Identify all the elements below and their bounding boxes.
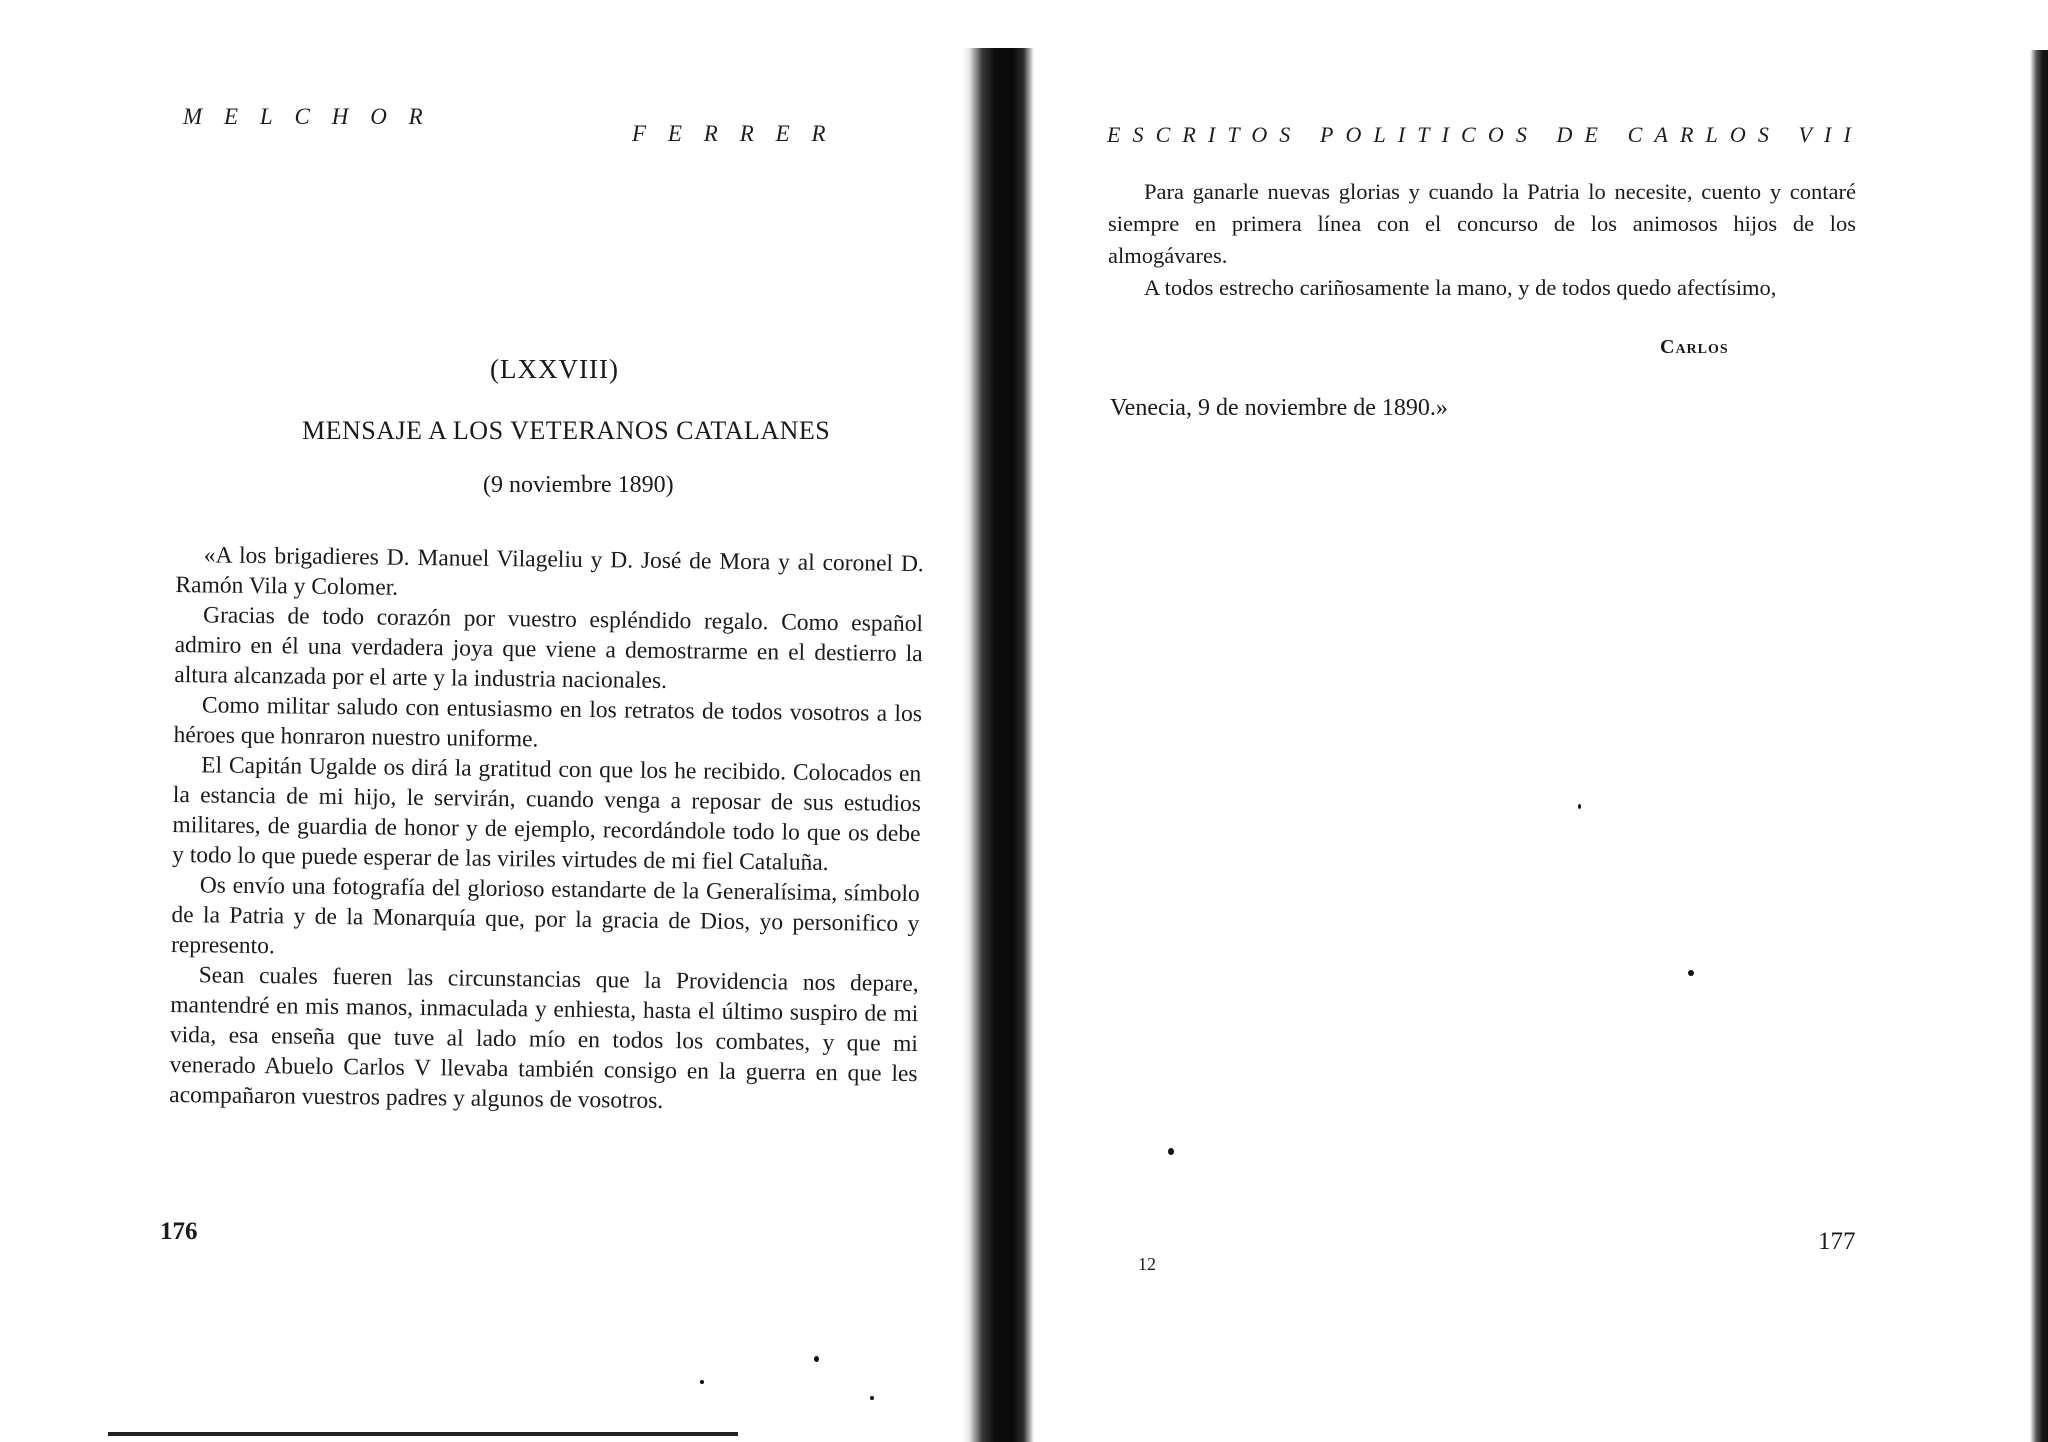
left-page <box>0 0 960 1442</box>
scan-speck <box>814 1356 819 1362</box>
chapter-number: (LXXVIII) <box>490 354 619 384</box>
chapter-date: (9 noviembre 1890) <box>483 472 674 498</box>
scan-speck <box>1578 804 1581 809</box>
scan-speck <box>1168 1148 1174 1155</box>
running-head-surname: FERRER <box>632 121 848 146</box>
scan-speck <box>870 1396 874 1400</box>
scan-speck <box>1688 970 1694 976</box>
paragraph: Sean cuales fueren las circunstancias que la Providencia nos depare, mantendré en mis manos, inmaculada y enhiesta, hasta el último suspiro de mi vida, esa enseña que tuve al lado mío en todos los combates, y que mi venerado Abuelo Carlos V llevaba también consigo en la guerra en que les acompañaron vuestros padres y algunos de vosotros. <box>169 962 919 1114</box>
page-number-left: 176 <box>160 1218 198 1245</box>
paragraph: Gracias de todo corazón por vuestro espléndido regalo. Como español admiro en él una verdadera joya que viene a demostrarme en el destierro la altura alcanzada por el arte y la industria nacionales. <box>174 602 924 695</box>
scan-speck <box>700 1380 704 1384</box>
right-body-text <box>1108 176 1856 304</box>
paragraph: Os envío una fotografía del glorioso estandarte de la Generalísima, símbolo de la Patria y de la Monarquía que, por la gracia de Dios, yo personifico y represento. <box>170 872 920 960</box>
running-head-author: MELCHOR <box>183 104 445 129</box>
left-body-text <box>169 540 924 1119</box>
paragraph: «A los brigadieres D. Manuel Vilageliu y D. José de Mora y al coronel D. Ramón Vila y Colomer. <box>175 542 924 601</box>
page-number-right: 177 <box>1818 1228 1856 1255</box>
page-edge-shadow <box>2030 50 2048 1442</box>
paragraph: El Capitán Ugalde os dirá la gratitud con que los he recibido. Colocados en la estancia de mi hijo, le servirán, cuando venga a reposar de sus estudios militares, de guardia de honor y de ejemplo, recordándole todo lo que os debe y todo lo que puede esperar de las viriles virtudes de mi fiel Cataluña. <box>171 752 922 876</box>
dateline: Venecia, 9 de noviembre de 1890.» <box>1110 395 1448 421</box>
paragraph: A todos estrecho cariñosamente la mano, y de todos quedo afectísimo, <box>1144 275 1777 300</box>
chapter-title: MENSAJE A LOS VETERANOS CATALANES <box>302 416 831 445</box>
signature-mark: 12 <box>1138 1254 1156 1274</box>
paragraph: Como militar saludo con entusiasmo en los retratos de todos vosotros a los héroes que honraron nuestro uniforme. <box>173 692 923 753</box>
signature: Carlos <box>1660 336 1729 358</box>
running-head-right: ESCRITOS POLITICOS DE CARLOS VII <box>1107 122 1863 147</box>
book-gutter-shadow <box>962 48 1034 1442</box>
paragraph: Para ganarle nuevas glorias y cuando la Patria lo necesite, cuento y contaré siempre en primera línea con el concurso de los animosos hijos de los almogávares. <box>1108 179 1856 268</box>
